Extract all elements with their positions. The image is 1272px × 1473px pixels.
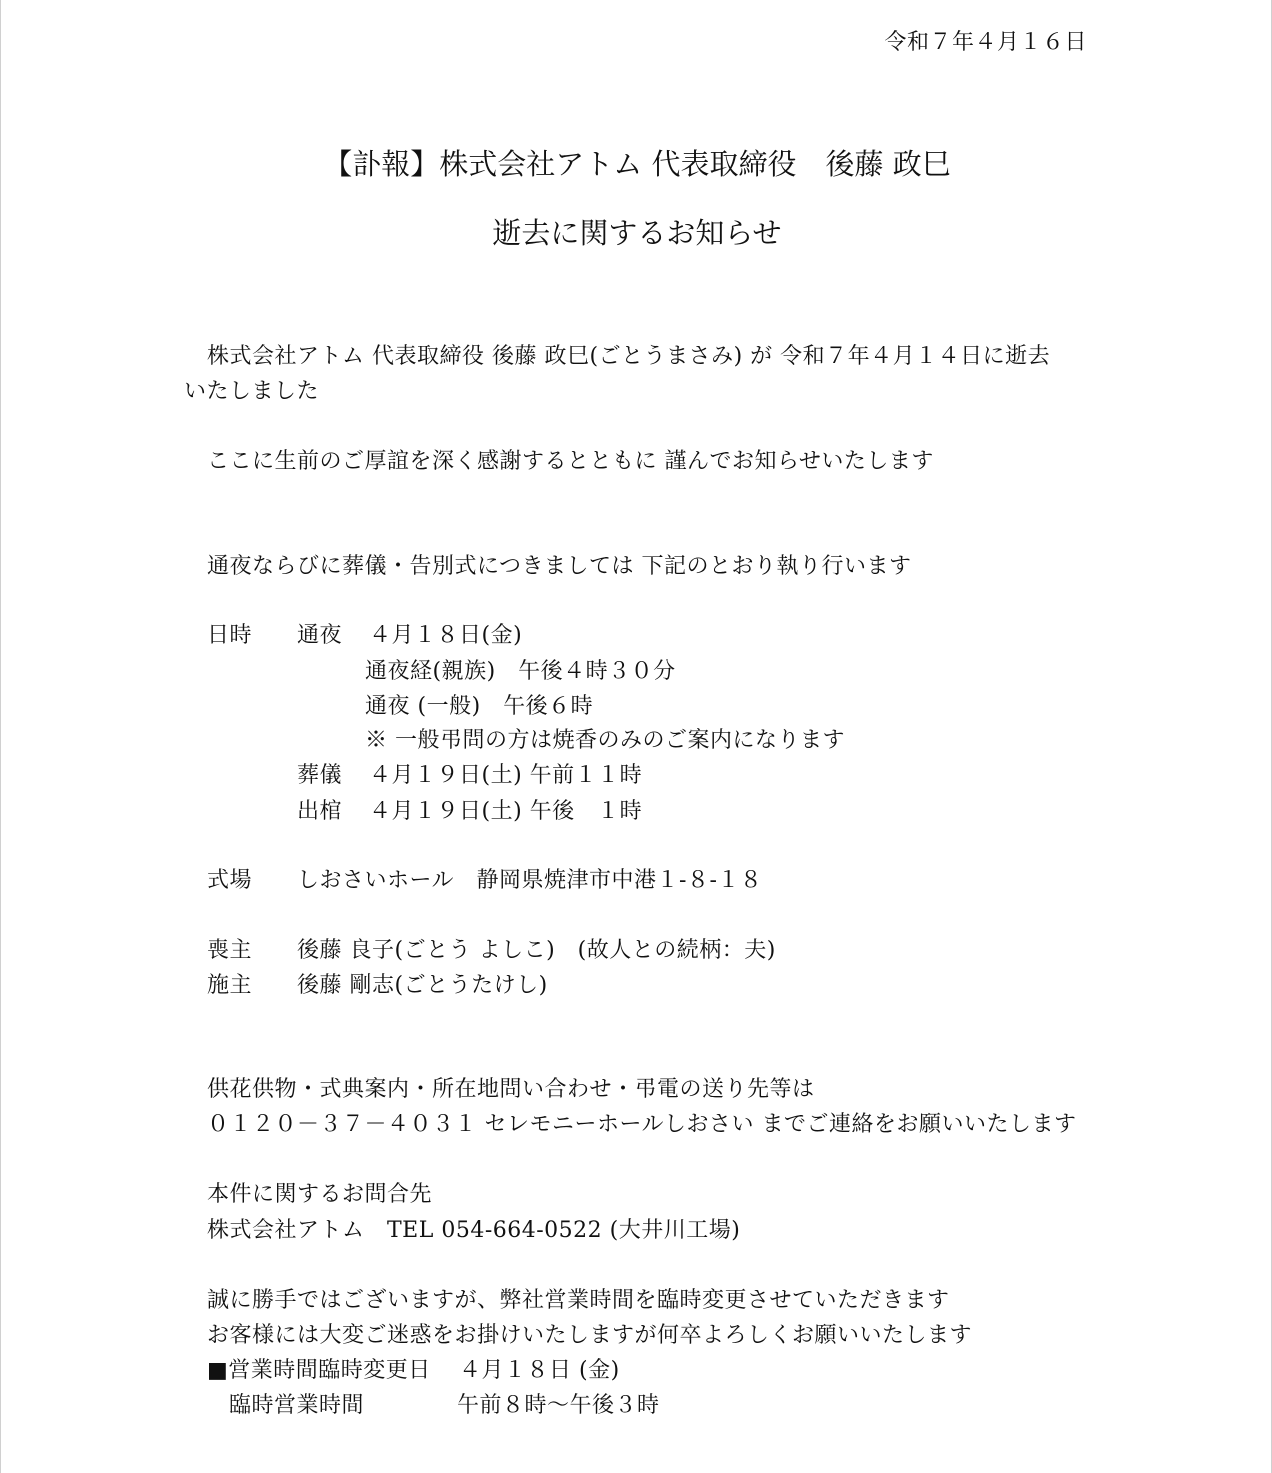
host-label: 施主 <box>207 973 253 998</box>
chief-mourner-label: 喪主 <box>207 938 253 963</box>
departure-datetime: ４月１９日(土) 午後 １時 <box>369 799 643 824</box>
wake-date: ４月１８日(金) <box>369 623 523 648</box>
inquiry-heading: 本件に関するお問合先 <box>207 1182 433 1207</box>
host-value: 後藤 剛志(ごとうたけし) <box>297 973 548 998</box>
intro-line-1: 株式会社アトム 代表取締役 後藤 政巳(ごとうまさみ) が 令和７年４月１４日に逝去 <box>207 344 1051 369</box>
temporary-hours-value: 午前８時～午後３時 <box>457 1393 660 1418</box>
venue-label: 式場 <box>207 868 253 893</box>
hours-change-day-value: ４月１８日 (金) <box>459 1358 620 1383</box>
intro-line-2: いたしました <box>184 379 320 404</box>
funeral-intro-text: 通夜ならびに葬儀・告別式につきましては 下記のとおり執り行います <box>207 554 912 579</box>
venue-value: しおさいホール 静岡県焼津市中港１-８-１８ <box>297 868 763 893</box>
hours-change-day-label: ■営業時間臨時変更日 <box>207 1358 431 1383</box>
document-date: 令和７年４月１６日 <box>884 30 1087 55</box>
wake-family-time: 通夜経(親族) 午後４時３０分 <box>365 659 676 684</box>
offerings-line-1: 供花供物・式典案内・所在地問い合わせ・弔電の送り先等は <box>207 1077 815 1102</box>
document-title-line1: 【訃報】株式会社アトム 代表取締役 後藤 政巳 <box>323 147 951 181</box>
schedule-label: 日時 <box>207 623 253 648</box>
chief-mourner-value: 後藤 良子(ごとう よしこ) (故人との続柄：夫) <box>297 938 776 963</box>
offerings-line-2: ０１２０－３７－４０３１ セレモニーホールしおさい までご連絡をお願いいたします <box>207 1112 1077 1137</box>
funeral-datetime: ４月１９日(土) 午前１１時 <box>369 763 643 788</box>
notice-line-1: 誠に勝手ではございますが、弊社営業時間を臨時変更させていただきます <box>207 1288 950 1313</box>
wake-label: 通夜 <box>297 623 343 648</box>
wake-general-time: 通夜 (一般) 午後６時 <box>365 694 594 719</box>
temporary-hours-label: 臨時営業時間 <box>229 1393 365 1418</box>
notice-line-2: お客様には大変ご迷惑をお掛けいたしますが何卒よろしくお願いいたします <box>207 1323 973 1348</box>
wake-note: ※ 一般弔問の方は焼香のみのご案内になります <box>365 728 845 753</box>
funeral-label: 葬儀 <box>297 763 343 788</box>
document-title-line2: 逝去に関するお知らせ <box>492 216 782 250</box>
departure-label: 出棺 <box>297 799 343 824</box>
gratitude-text: ここに生前のご厚誼を深く感謝するとともに 謹んでお知らせいたします <box>207 449 934 474</box>
inquiry-contact: 株式会社アトム TEL 054-664-0522 (大井川工場) <box>207 1218 741 1243</box>
